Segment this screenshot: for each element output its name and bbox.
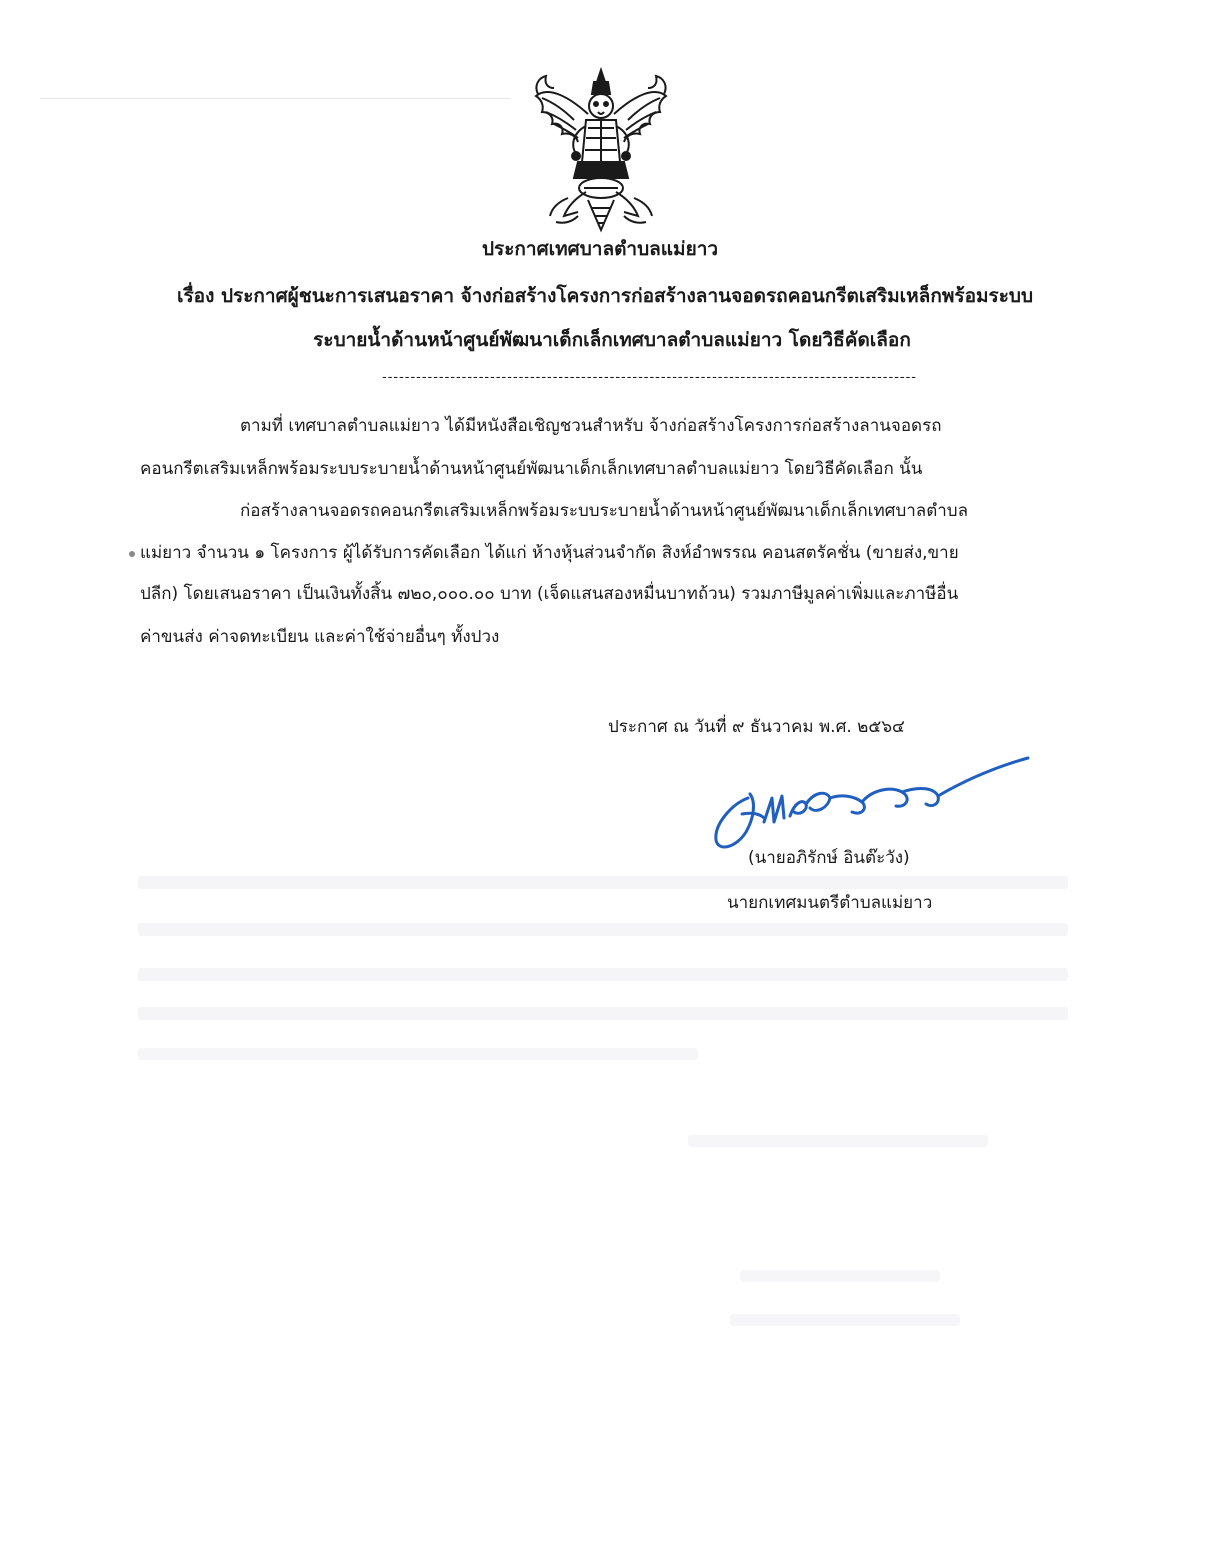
signer-name: (นายอภิรักษ์ อินต๊ะวัง) — [748, 848, 910, 868]
divider-line: ---------------------------------------------------------------------------------------------- — [382, 370, 917, 385]
show-through-line — [138, 968, 1068, 981]
show-through-line — [740, 1270, 940, 1282]
show-through-line — [138, 1007, 1068, 1020]
subject-line-1: เรื่อง ประกาศผู้ชนะการเสนอราคา จ้างก่อสร้างโครงการก่อสร้างลานจอดรถคอนกรีตเสริมเหล็กพร้อมระบบ — [176, 285, 1034, 307]
scan-edge-line — [40, 98, 510, 99]
show-through-line — [688, 1135, 988, 1147]
authority-heading: ประกาศเทศบาลตำบลแม่ยาว — [481, 238, 719, 260]
show-through-line — [138, 923, 1068, 936]
announcement-date: ประกาศ ณ วันที่ ๙ ธันวาคม พ.ศ. ๒๕๖๔ — [608, 717, 905, 737]
body-line-6: ค่าขนส่ง ค่าจดทะเบียน และค่าใช้จ่ายอื่นๆ ทั้งปวง — [140, 627, 500, 647]
show-through-line — [138, 1048, 698, 1060]
subject-line-2: ระบายน้ำด้านหน้าศูนย์พัฒนาเด็กเล็กเทศบาลตำบลแม่ยาว โดยวิธีคัดเลือก — [313, 329, 911, 351]
body-line-5: ปลีก) โดยเสนอราคา เป็นเงินทั้งสิ้น ๗๒๐,๐๐๐.๐๐ บาท (เจ็ดแสนสองหมื่นบาทถ้วน) รวมภาษีมูลค่าเพิ่มและภาษีอื่น — [140, 584, 959, 604]
show-through-line — [138, 876, 1068, 889]
signer-title: นายกเทศมนตรีตำบลแม่ยาว — [727, 893, 933, 913]
body-line-2: คอนกรีตเสริมเหล็กพร้อมระบบระบายน้ำด้านหน้าศูนย์พัฒนาเด็กเล็กเทศบาลตำบลแม่ยาว โดยวิธีคัดเลือก นั้น — [140, 459, 923, 479]
signature-icon — [702, 752, 1032, 860]
scan-speck — [129, 551, 135, 557]
garuda-emblem-icon — [528, 66, 674, 234]
body-line-1: ตามที่ เทศบาลตำบลแม่ยาว ได้มีหนังสือเชิญชวนสำหรับ จ้างก่อสร้างโครงการก่อสร้างลานจอดรถ — [240, 416, 942, 436]
show-through-line — [730, 1314, 960, 1326]
body-line-3: ก่อสร้างลานจอดรถคอนกรีตเสริมเหล็กพร้อมระบบระบายน้ำด้านหน้าศูนย์พัฒนาเด็กเล็กเทศบาลตำบล — [240, 501, 969, 521]
body-line-4: แม่ยาว จำนวน ๑ โครงการ ผู้ได้รับการคัดเลือก ได้แก่ ห้างหุ้นส่วนจำกัด สิงห์อำพรรณ คอนสตรัคชั่น (ขายส่ง,ขาย — [140, 543, 959, 563]
